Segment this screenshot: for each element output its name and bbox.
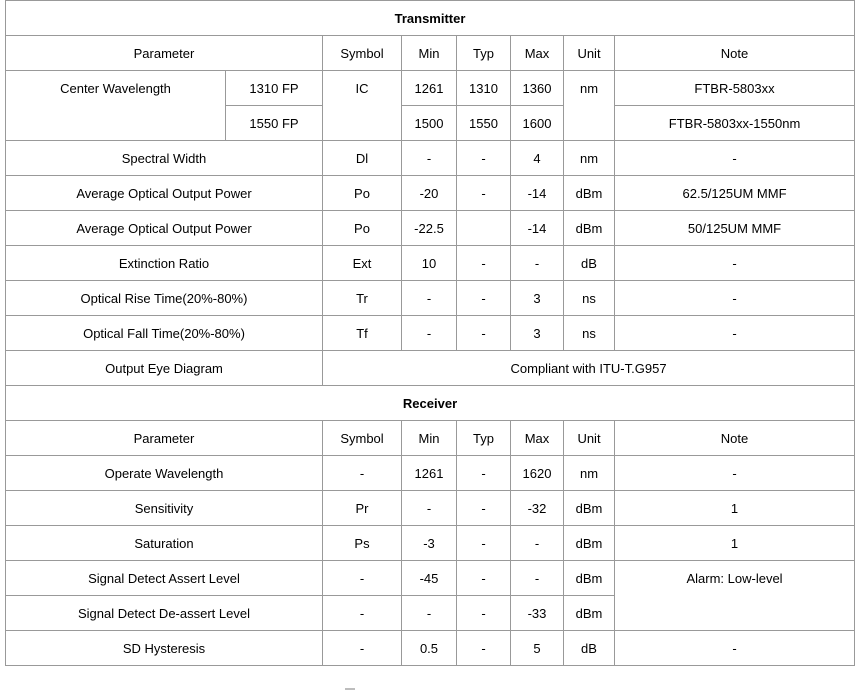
symbol-cell: Tr bbox=[323, 281, 402, 316]
receiver-header-row bbox=[6, 421, 855, 456]
header-min: Min bbox=[402, 36, 457, 71]
typ-cell: - bbox=[457, 316, 511, 351]
symbol-cell: Dl bbox=[323, 141, 402, 176]
param-cell: Sensitivity bbox=[6, 491, 323, 526]
header-min: Min bbox=[402, 421, 457, 456]
max-cell: 1600 bbox=[511, 106, 564, 141]
note-cell: - bbox=[615, 281, 855, 316]
min-cell: - bbox=[402, 281, 457, 316]
table-row bbox=[6, 141, 855, 176]
table-row bbox=[6, 176, 855, 211]
header-parameter: Parameter bbox=[6, 421, 323, 456]
header-parameter: Parameter bbox=[6, 36, 323, 71]
max-cell: 5 bbox=[511, 631, 564, 666]
unit-cell: dBm bbox=[564, 211, 615, 246]
typ-cell: - bbox=[457, 491, 511, 526]
typ-cell: - bbox=[457, 456, 511, 491]
header-typ: Typ bbox=[457, 421, 511, 456]
header-typ: Typ bbox=[457, 36, 511, 71]
table-row bbox=[6, 71, 855, 106]
param-cell: Extinction Ratio bbox=[6, 246, 323, 281]
min-cell: 1261 bbox=[402, 456, 457, 491]
typ-cell: - bbox=[457, 246, 511, 281]
param-cell: Saturation bbox=[6, 526, 323, 561]
param-cell: Output Eye Diagram bbox=[6, 351, 323, 386]
note-cell: - bbox=[615, 141, 855, 176]
symbol-cell: Ps bbox=[323, 526, 402, 561]
typ-cell bbox=[457, 211, 511, 246]
min-cell: 1261 bbox=[402, 71, 457, 106]
transmitter-header-row bbox=[6, 36, 855, 71]
alarm-note-cell: Alarm: Low-level bbox=[615, 561, 855, 631]
min-cell: - bbox=[402, 596, 457, 631]
min-cell: 10 bbox=[402, 246, 457, 281]
table-row bbox=[6, 631, 855, 666]
unit-cell: ns bbox=[564, 316, 615, 351]
unit-cell: dB bbox=[564, 631, 615, 666]
param-cell: Optical Rise Time(20%-80%) bbox=[6, 281, 323, 316]
max-cell: -32 bbox=[511, 491, 564, 526]
symbol-cell: Ext bbox=[323, 246, 402, 281]
max-cell: 4 bbox=[511, 141, 564, 176]
unit-cell: dBm bbox=[564, 561, 615, 596]
table-row bbox=[6, 351, 855, 386]
max-cell: 3 bbox=[511, 281, 564, 316]
param-cell: Center Wavelength bbox=[6, 71, 226, 141]
symbol-cell: Tf bbox=[323, 316, 402, 351]
table-row bbox=[6, 561, 855, 596]
unit-cell: ns bbox=[564, 281, 615, 316]
typ-cell: 1550 bbox=[457, 106, 511, 141]
unit-cell: dBm bbox=[564, 176, 615, 211]
note-cell: 50/125UM MMF bbox=[615, 211, 855, 246]
note-cell: - bbox=[615, 246, 855, 281]
variant-cell: 1310 FP bbox=[226, 71, 323, 106]
receiver-title-row bbox=[6, 386, 855, 421]
param-cell: Optical Fall Time(20%-80%) bbox=[6, 316, 323, 351]
header-max: Max bbox=[511, 421, 564, 456]
max-cell: - bbox=[511, 246, 564, 281]
symbol-cell: - bbox=[323, 596, 402, 631]
table-row bbox=[6, 211, 855, 246]
max-cell: -33 bbox=[511, 596, 564, 631]
header-note: Note bbox=[615, 421, 855, 456]
max-cell: 1620 bbox=[511, 456, 564, 491]
min-cell: 0.5 bbox=[402, 631, 457, 666]
note-cell: 1 bbox=[615, 491, 855, 526]
eye-diagram-value: Compliant with ITU-T.G957 bbox=[323, 351, 855, 386]
max-cell: 1360 bbox=[511, 71, 564, 106]
note-cell: - bbox=[615, 456, 855, 491]
table-row bbox=[6, 526, 855, 561]
variant-cell: 1550 FP bbox=[226, 106, 323, 141]
table-row bbox=[6, 316, 855, 351]
unit-cell: dBm bbox=[564, 596, 615, 631]
min-cell: - bbox=[402, 141, 457, 176]
typ-cell: 1310 bbox=[457, 71, 511, 106]
min-cell: - bbox=[402, 491, 457, 526]
transmitter-title: Transmitter bbox=[6, 1, 855, 36]
min-cell: - bbox=[402, 316, 457, 351]
header-max: Max bbox=[511, 36, 564, 71]
min-cell: -20 bbox=[402, 176, 457, 211]
param-cell: Signal Detect Assert Level bbox=[6, 561, 323, 596]
table-row bbox=[6, 281, 855, 316]
symbol-cell: Po bbox=[323, 176, 402, 211]
typ-cell: - bbox=[457, 281, 511, 316]
unit-cell: nm bbox=[564, 141, 615, 176]
symbol-cell: Pr bbox=[323, 491, 402, 526]
unit-cell: dB bbox=[564, 246, 615, 281]
max-cell: 3 bbox=[511, 316, 564, 351]
unit-cell: nm bbox=[564, 71, 615, 141]
param-cell: Spectral Width bbox=[6, 141, 323, 176]
unit-cell: nm bbox=[564, 456, 615, 491]
min-cell: 1500 bbox=[402, 106, 457, 141]
table-row bbox=[6, 246, 855, 281]
symbol-cell: - bbox=[323, 631, 402, 666]
header-symbol: Symbol bbox=[323, 421, 402, 456]
param-cell: Average Optical Output Power bbox=[6, 176, 323, 211]
cropped-text-fragment bbox=[345, 688, 355, 690]
param-cell: Average Optical Output Power bbox=[6, 211, 323, 246]
header-unit: Unit bbox=[564, 36, 615, 71]
table-row bbox=[6, 456, 855, 491]
typ-cell: - bbox=[457, 526, 511, 561]
symbol-cell: - bbox=[323, 456, 402, 491]
transmitter-title-row bbox=[6, 1, 855, 36]
max-cell: -14 bbox=[511, 211, 564, 246]
min-cell: -3 bbox=[402, 526, 457, 561]
header-unit: Unit bbox=[564, 421, 615, 456]
table-row bbox=[6, 491, 855, 526]
max-cell: - bbox=[511, 526, 564, 561]
typ-cell: - bbox=[457, 561, 511, 596]
header-note: Note bbox=[615, 36, 855, 71]
typ-cell: - bbox=[457, 141, 511, 176]
max-cell: - bbox=[511, 561, 564, 596]
param-cell: Signal Detect De-assert Level bbox=[6, 596, 323, 631]
typ-cell: - bbox=[457, 596, 511, 631]
note-cell: 1 bbox=[615, 526, 855, 561]
param-cell: SD Hysteresis bbox=[6, 631, 323, 666]
typ-cell: - bbox=[457, 176, 511, 211]
min-cell: -22.5 bbox=[402, 211, 457, 246]
receiver-title: Receiver bbox=[6, 386, 855, 421]
max-cell: -14 bbox=[511, 176, 564, 211]
note-cell: - bbox=[615, 631, 855, 666]
unit-cell: dBm bbox=[564, 526, 615, 561]
note-cell: 62.5/125UM MMF bbox=[615, 176, 855, 211]
min-cell: -45 bbox=[402, 561, 457, 596]
unit-cell: dBm bbox=[564, 491, 615, 526]
typ-cell: - bbox=[457, 631, 511, 666]
symbol-cell: - bbox=[323, 561, 402, 596]
note-cell: - bbox=[615, 316, 855, 351]
symbol-cell: Po bbox=[323, 211, 402, 246]
note-cell: FTBR-5803xx bbox=[615, 71, 855, 106]
symbol-cell: IC bbox=[323, 71, 402, 141]
note-cell: FTBR-5803xx-1550nm bbox=[615, 106, 855, 141]
spec-table bbox=[5, 0, 855, 666]
header-symbol: Symbol bbox=[323, 36, 402, 71]
param-cell: Operate Wavelength bbox=[6, 456, 323, 491]
